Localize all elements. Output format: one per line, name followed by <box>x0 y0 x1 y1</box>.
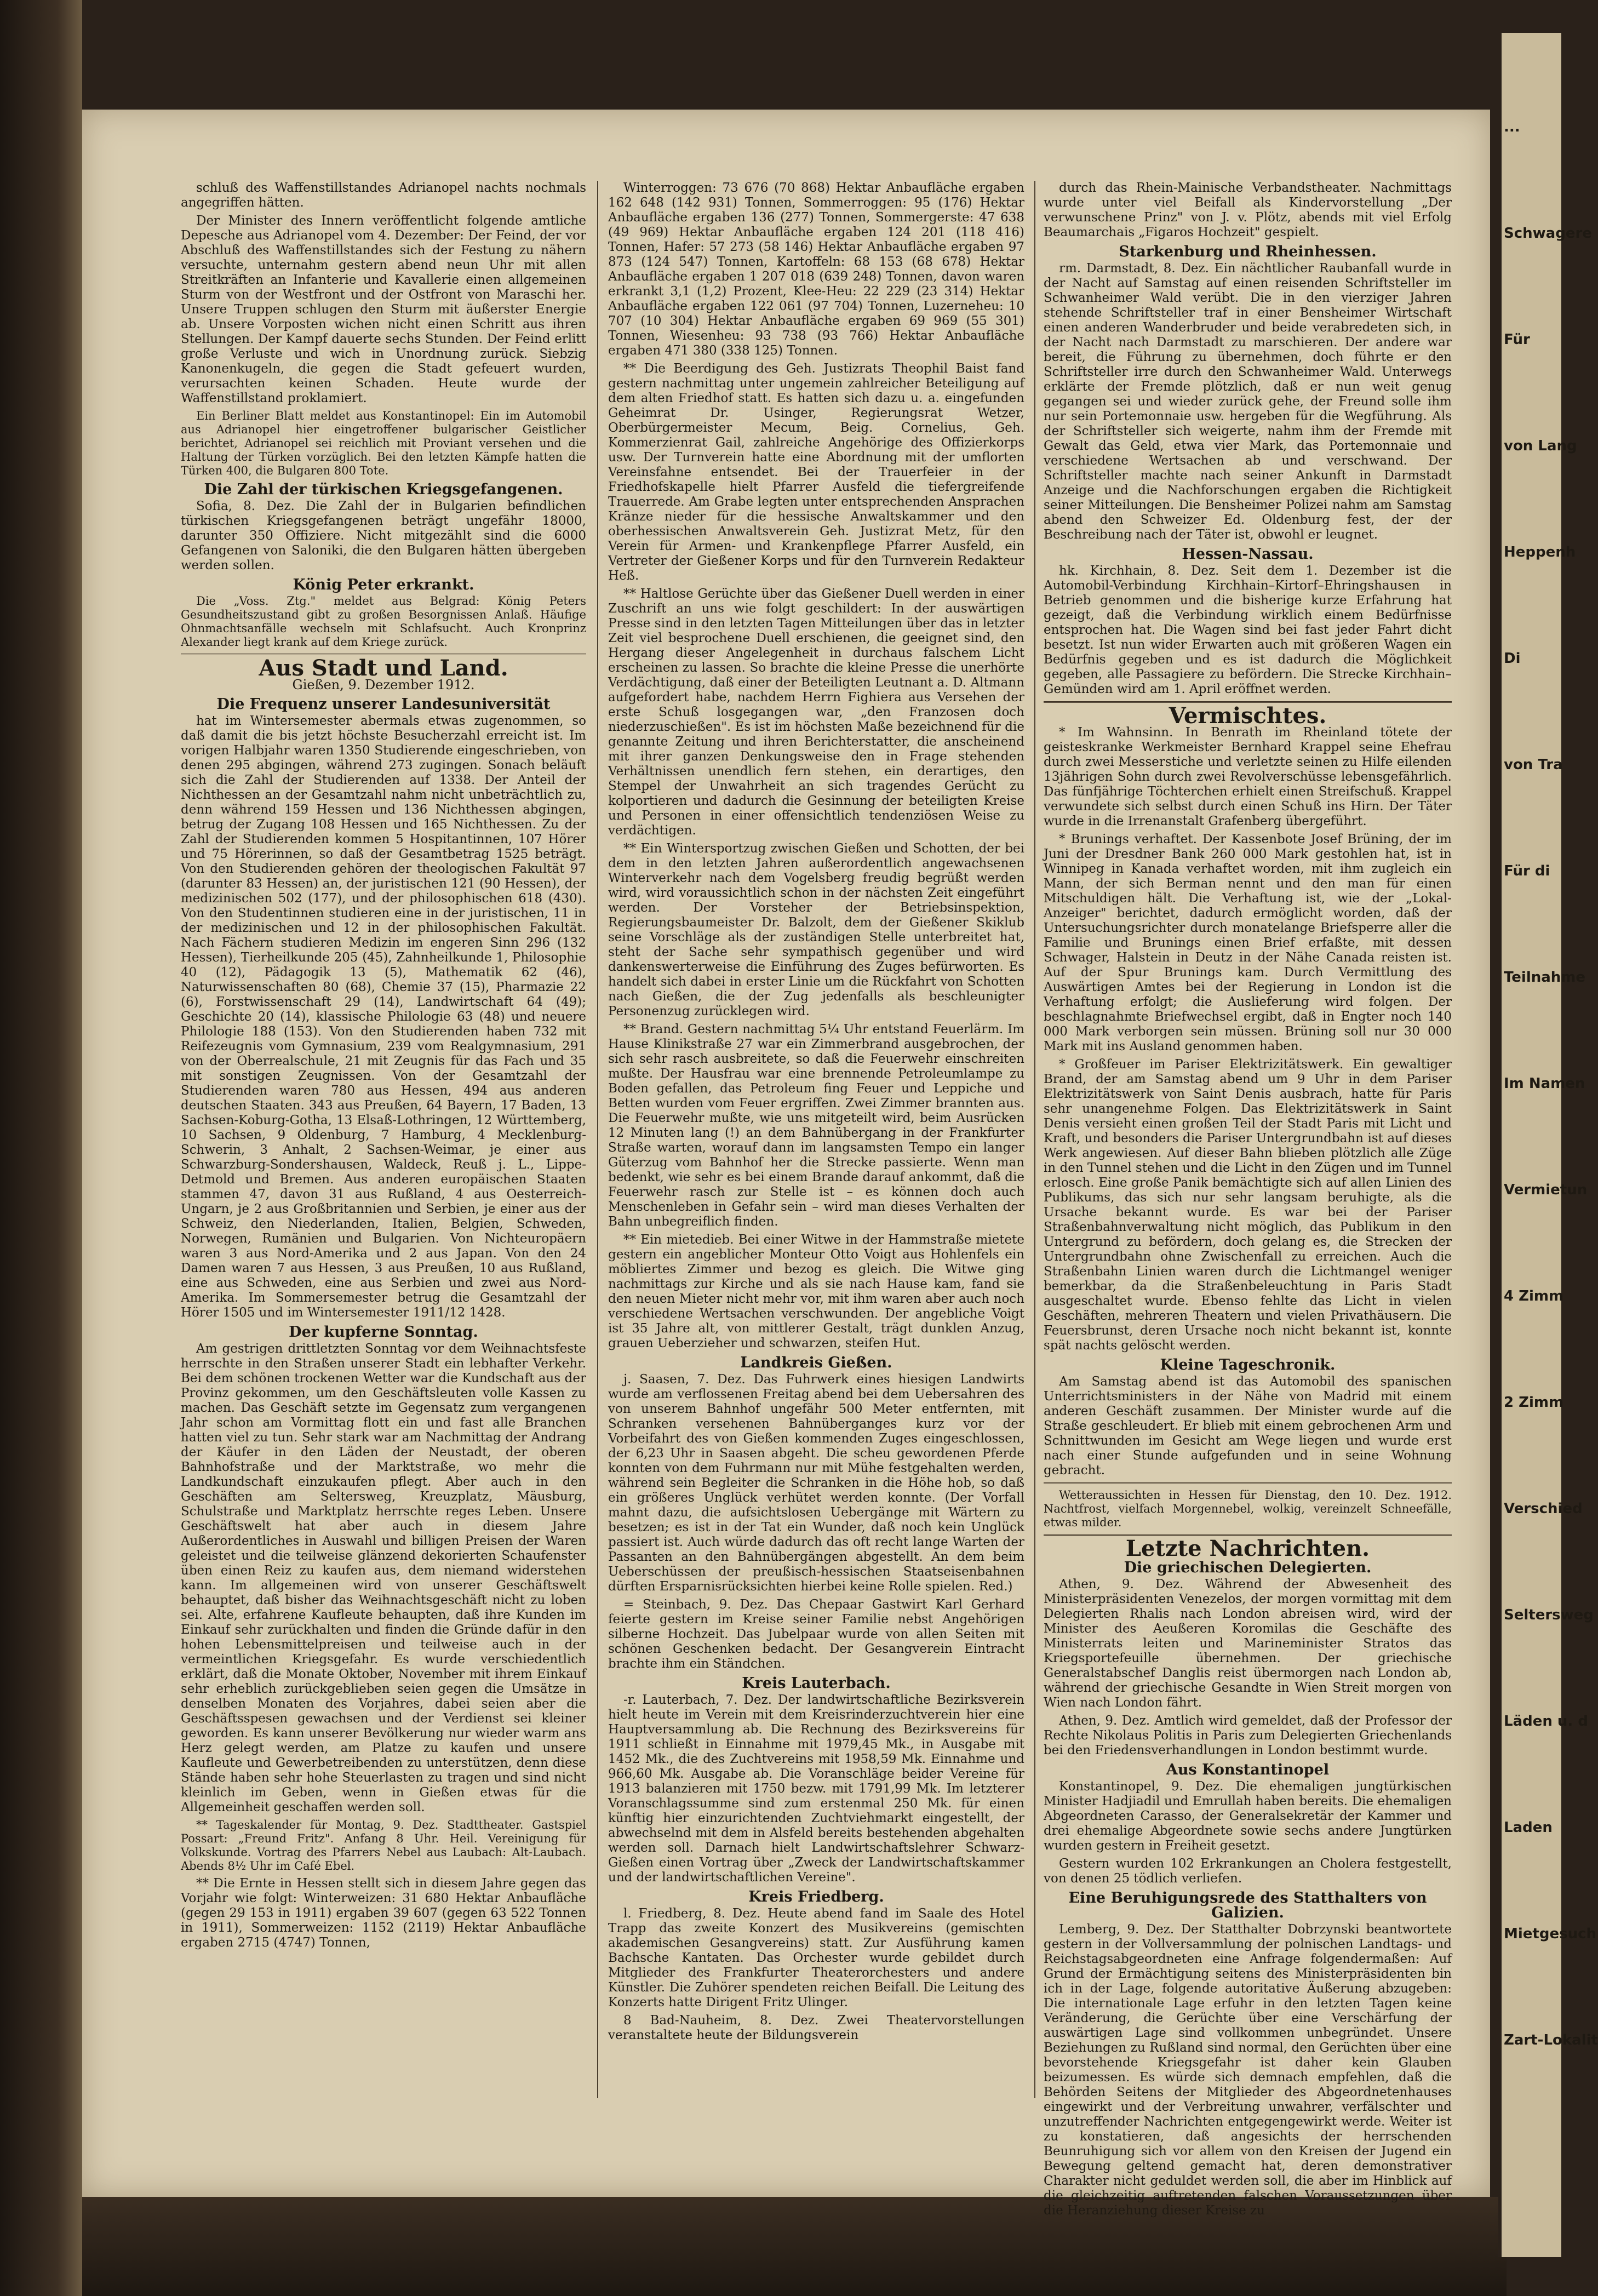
adjacent-page-fragment: Teilnahme <box>1504 969 1586 986</box>
adjacent-page-fragment: Heppenh <box>1504 544 1576 560</box>
article-paragraph: * Brunings verhaftet. Der Kassenbote Josef Brüning, der im Juni der Dresdner Bank 260 000 Mark gestohlen hat, ist in Winnipeg in Kanada verhaftet worden, mit ihm zugleich ein Mann, der sich Berman nennt und den man für einen Mitschuldigen hält. Die Verhaftung ist, wie der „Lokal-Anzeiger" berichtet, dadurch ermöglicht worden, daß der Untersuchungsrichter durch monatelange Briefsperre aller die Familie und Brunings einen Brief erfaßte, mit dessen Schwager, Halstein in Deutz in der Nähe Canada reisten ist. Auf der Spur Brunings kam. Durch Vermittlung des Auswärtigen Amtes bei der Regierung in London ist die Verhaftung erfolgt; die Auslieferung wird folgen. Der beschlagnahmte Briefwechsel ergibt, daß in Engter noch 140 000 Mark verborgen sein müssen. Brüning soll nur 30 000 Mark mit ins Ausland genommen haben. <box>1044 832 1452 1053</box>
article-paragraph: Ein Berliner Blatt meldet aus Konstantinopel: Ein im Automobil aus Adrianopel hier eingetroffener bulgarischer Geistlicher berichtet, Adrianopel sei reichlich mit Proviant versehen und die Haltung der Türken vorzüglich. Bei den letzten Kämpfe hatten die Türken 400, die Bulgaren 800 Tote. <box>181 409 586 477</box>
adjacent-page-fragment: Für <box>1504 331 1530 348</box>
article-paragraph: Die „Voss. Ztg." meldet aus Belgrad: König Peters Gesundheitszustand gibt zu großen Besorgnissen Anlaß. Häufige Ohnmachtsanfälle wechseln mit Schlafsucht. Auch Kronprinz Alexander liegt krank auf dem Kriege zurück. <box>181 594 586 649</box>
article-paragraph: ** Ein Wintersportzug zwischen Gießen und Schotten, der bei dem in den letzten Jahren außerordentlich angewachsenen Winterverkehr nach dem Vogelsberg freudig begrüßt werden wird, wird voraussichtlich schon in der nächsten Zeit eingeführt werden. Der Vorsteher der Betriebsinspektion, Regierungsbaumeister Dr. Balzolt, dem der Gießener Skiklub seine Vorschläge als der zuständigen Stelle unterbreitet hat, steht der Sache sehr sympathisch gegenüber und wird dankenswerterweise die Einführung des Zuges befürworten. Es handelt sich dabei in erster Linie um die Rückfahrt von Schotten nach Gießen, die der Zug jedenfalls als beschleunigter Personenzug zurücklegen wird. <box>608 841 1024 1018</box>
article-paragraph: 8 Bad-Nauheim, 8. Dez. Zwei Theatervorstellungen veranstaltete heute der Bildungsverein <box>608 2013 1024 2042</box>
article-paragraph: Sofia, 8. Dez. Die Zahl der in Bulgarien befindlichen türkischen Kriegsgefangenen beträgt ungefähr 18000, darunter 350 Offiziere. Nicht mitgezählt sind die 6000 Gefangenen von Saloniki, die den Bulgaren hätten übergeben werden sollen. <box>181 499 586 572</box>
article-paragraph: Gestern wurden 102 Erkrankungen an Cholera festgestellt, von denen 25 tödlich verliefen. <box>1044 1857 1452 1886</box>
adjacent-page-strip <box>1498 33 1598 2257</box>
article-heading: Aus Konstantinopel <box>1166 1761 1330 1778</box>
article-paragraph: ** Die Beerdigung des Geh. Justizrats Theophil Baist fand gestern nachmittag unter ungemein zahlreicher Beteiligung auf dem alten Friedhof statt. Es hatten sich dazu u. a. eingefunden Geheimrat Dr. Usinger, Regierungsrat Wetzer, Oberbürgermeister Mecum, Beig. Cornelius, Geh. Kommerzienrat Gail, zahlreiche Angehörige des Offizierkorps usw. Der Turnverein hatte eine Abordnung mit der umflorten Vereinsfahne entsendet. Bei der Trauerfeier in der Friedhofskapelle hielt Pfarrer Ausfeld die tiefergreifende Trauerrede. Am Grabe legten unter entsprechenden Ansprachen Kränze nieder für die hessische Anwaltskammer und den oberhessischen Anwaltsverein Geh. Justizrat Metz, für den Verein für Armen- und Krankenpflege Pfarrer Ausfeld, ein Vertreter der Gießener Korps und für den Turnverein Redakteur Heß. <box>608 362 1024 583</box>
column-rule <box>1034 181 1035 2098</box>
article-paragraph: Athen, 9. Dez. Während der Abwesenheit des Ministerpräsidenten Venezelos, der morgen vormittag mit dem Delegierten Rhalis nach London abreisen wird, wird der Minister des Aeußeren Koromilas die Geschäfte des Ministerrats leiten und Marineminister Stratos das Kriegsportefeuille übernehmen. Der griechische Generalstabschef Danglis reist übermorgen nach London ab, während der griechische Gesandte in Wien Streit morgen von Wien nach London fährt. <box>1044 1577 1452 1710</box>
article-paragraph: ** Tageskalender für Montag, 9. Dez. Stadttheater. Gastspiel Possart: „Freund Fritz". Anfang 8 Uhr. Heil. Vereinigung für Volkskunde. Vortrag des Pfarrers Nebel aus Laubach: Alt-Laubach. Abends 8½ Uhr im Café Ebel. <box>181 1818 586 1873</box>
article-heading: Hessen-Nassau. <box>1182 546 1314 563</box>
article-paragraph: ** Die Ernte in Hessen stellt sich in diesem Jahre gegen das Vorjahr wie folgt: Winterweizen: 31 680 Hektar Anbaufläche (gegen 29 153 in 1911) ergaben 39 607 (gegen 63 522 Tonnen in 1911), Sommerweizen: 1152 (2119) Hektar Anbaufläche ergaben 2715 (4747) Tonnen, <box>181 1876 586 1950</box>
article-paragraph: Athen, 9. Dez. Amtlich wird gemeldet, daß der Professor der Rechte Nikolaus Politis in Paris zum Delegierten Griechenlands bei den Friedensverhandlungen in London bestimmt wurde. <box>1044 1714 1452 1757</box>
article-paragraph: schluß des Waffenstillstandes Adrianopel nachts nochmals angegriffen hätten. <box>181 181 586 210</box>
adjacent-page-fragment: Für di <box>1504 863 1550 879</box>
article-paragraph: durch das Rhein-Mainische Verbandstheater. Nachmittags wurde unter viel Beifall als Kindervorstellung „Der verwunschene Prinz" von J. v. Plötz, abends mit viel Erfolg Beaumarchais „Figaros Hochzeit" gespielt. <box>1044 181 1452 239</box>
article-heading: Eine Beruhigungsrede des Statthalters von Galizien. <box>1068 1890 1427 1921</box>
section-divider <box>1044 1482 1452 1484</box>
adjacent-page-fragment: Mietgesuch <box>1504 1926 1596 1942</box>
column-1 <box>181 181 586 2109</box>
article-heading: Der kupferne Sonntag. <box>289 1324 478 1341</box>
article-paragraph: Winterroggen: 73 676 (70 868) Hektar Anbaufläche ergaben 162 648 (142 931) Tonnen, Sommerroggen: 95 (176) Hektar Anbaufläche ergaben 136 (277) Tonnen, Sommergerste: 47 638 (49 969) Hektar Anbaufläche ergaben 124 201 (118 416) Tonnen, Hafer: 57 273 (58 146) Hektar Anbaufläche ergaben 97 873 (124 547) Tonnen, Kartoffeln: 68 153 (68 678) Hektar Anbaufläche ergaben 1 207 018 (639 248) Tonnen, davon waren erkrankt 3,1 (1,2) Prozent, Klee-Heu: 22 229 (23 314) Hektar Anbaufläche ergaben 122 061 (97 704) Tonnen, Luzerneheu: 10 707 (10 304) Hektar Anbaufläche ergaben 69 969 (55 301) Tonnen, Wiesenheu: 93 738 (93 766) Hektar Anbaufläche ergaben 471 380 (338 125) Tonnen. <box>608 181 1024 358</box>
adjacent-page-fragment: Zart-Lokalit <box>1504 2032 1598 2048</box>
adjacent-page-fragment: von Lang <box>1504 438 1577 454</box>
article-paragraph: ** Ein mietedieb. Bei einer Witwe in der Hammstraße mietete gestern ein angeblicher Monteur Otto Voigt aus Hohlenfels ein möbliertes Zimmer und bezog es gleich. Die Witwe ging nachmittags zur Kirche und als sie nach Hause kam, fand sie den neuen Mieter nicht mehr vor, mit ihm waren aber auch noch verschiedene Wertsachen verschwunden. Der angebliche Voigt ist 35 Jahre alt, von mittlerer Gestalt, trägt dunklen Anzug, grauen Ueberzieher und schwarzen, steifen Hut. <box>608 1233 1024 1350</box>
adjacent-page-fragment: 2 Zimm <box>1504 1394 1564 1411</box>
article-paragraph: hk. Kirchhain, 8. Dez. Seit dem 1. Dezember ist die Automobil-Verbindung Kirchhain–Kirtorf–Ehringshausen in Betrieb genommen und die bisherige kurze Erfahrung hat gezeigt, daß die Verbindung wirklich einem Bedürfnisse entsprochen hat. Die Wagen sind bei fast jeder Fahrt dicht besetzt. Ist nun wider Erwarten auch mit größeren Wagen ein Bedürfnis gegeben und es ist dadurch die Möglichkeit gegeben, alle Passagiere zu befördern. Die Strecke Kirchhain–Gemünden wird am 1. April eröffnet werden. <box>1044 564 1452 696</box>
section-title: Letzte Nachrichten. <box>1125 1536 1370 1561</box>
column-3 <box>1044 181 1452 2218</box>
adjacent-page-fragment: von Tra <box>1504 757 1563 773</box>
adjacent-page-fragment: Laden <box>1504 1819 1553 1836</box>
article-paragraph: j. Saasen, 7. Dez. Das Fuhrwerk eines hiesigen Landwirts wurde am verflossenen Freitag abend bei dem Uebersahren des von unserem Bahnhof ungefähr 500 Meter entfernten, mit Schranken versehenen Bahnüberganges kurz vor der Vorbeifahrt des von Gießen kommenden Zuges eingeschlossen, der 6,23 Uhr in Saasen abgeht. Die scheu gewordenen Pferde konnten von dem Fuhrmann nur mit Mühe festgehalten werden, während sein Begleiter die Schranken in die Höhe hob, so daß ein größeres Unglück verhütet werden konnte. (Der Vorfall mahnt dazu, die aufsichtslosen Uebergänge mit Wärtern zu besetzen; es ist in der Tat ein Wunder, daß noch kein Unglück passiert ist. Auch würde dadurch das oft recht lange Warten der Passanten an den Bahnübergängen abgestellt. An dem beim Ueberschüssen der preußisch-hessischen Staatseisenbahnen dürften Ersparnisrücksichten hierbei keine Rolle spielen. Red.) <box>608 1372 1024 1594</box>
article-paragraph: Am Samstag abend ist das Automobil des spanischen Unterrichtsministers in der Nähe von Madrid mit einem anderen Geschäft zusammen. Der Minister wurde auf die Straße geschleudert. Er blieb mit einem gebrochenen Arm und Schnittwunden im Gesicht am Wege liegen und wurde erst nach einer Stunde aufgefunden und in seine Wohnung gebracht. <box>1044 1375 1452 1478</box>
article-paragraph: * Großfeuer im Pariser Elektrizitätswerk. Ein gewaltiger Brand, der am Samstag abend um 9 Uhr in dem Pariser Elektrizitätswerk von Saint Denis ausbrach, hatte für Paris sehr unangenehme Folgen. Das Elektrizitätswerk in Saint Denis versieht einen großen Teil der Stadt Paris mit Licht und Kraft, und besonders die Pariser Untergrundbahn ist auf dieses Werk angewiesen. Auf dieser Bahn blieben plötzlich alle Züge in den Tunnel stehen und die Licht in den Zügen und im Tunnel erlosch. Eine große Panik bemächtigte sich auf allen Linien des Publikums, das sich nur sehr langsam beruhigte, als die Ursache bekannt wurde. Es war bei der Pariser Straßenbahnverwaltung nicht möglich, das Publikum in den Untergrund zu befördern, doch gelang es, die Strecken der Untergrundbahn ohne Zwischenfall zu erreichen. Auch die Straßenbahn Linien waren durch die Lichtmangel weniger bemerkbar, da die Straßenbeleuchtung in Paris Stadt ausgeschaltet wurde. Ebenso fehlte das Licht in vielen Geschäften, mehreren Theatern und vielen Privathäusern. Die Feuersbrunst, deren Ursache noch nicht bekannt ist, konnte spät nachts gelöscht werden. <box>1044 1057 1452 1353</box>
section-title: Aus Stadt und Land. <box>259 655 508 681</box>
adjacent-page-fragment: Seltersweg <box>1504 1607 1594 1623</box>
section-title: Vermischtes. <box>1169 703 1327 729</box>
adjacent-page-fragment: Di <box>1504 650 1521 667</box>
adjacent-page-fragment: Läden u. d <box>1504 1713 1588 1730</box>
adjacent-page-fragment: ... <box>1504 119 1520 135</box>
article-paragraph: ** Brand. Gestern nachmittag 5¼ Uhr entstand Feuerlärm. Im Hause Klinikstraße 27 war ein Zimmerbrand ausgebrochen, der sich sehr rasch ausbreitete, so daß die Feuerwehr einschreiten mußte. Der Hausfrau war eine brennende Petroleumlampe zu Boden gefallen, das Petroleum fing Feuer und Leppiche und Betten wurden vom Feuer ergriffen. Zwei Zimmer brannten aus. Die Feuerwehr mußte, wie uns mitgeteilt wird, beim Ausrücken 12 Minuten lang (!) an dem Bahnübergang in der Frankfurter Straße warten, worauf dann im langsamsten Tempo ein langer Güterzug vom Bahnhof her die Strecke passierte. Wenn man bedenkt, wie sehr es bei einem Brande darauf ankommt, daß die Feuerwehr rasch zur Stelle ist – es können doch auch Menschenleben in Gefahr sein – wird man dieses Verhalten der Bahn unbegreiflich finden. <box>608 1022 1024 1229</box>
weather-forecast: Wetteraussichten in Hessen für Dienstag, den 10. Dez. 1912. Nachtfrost, vielfach Morgennebel, wolkig, vereinzelt Schneefälle, etwas milder. <box>1044 1488 1452 1529</box>
article-paragraph: -r. Lauterbach, 7. Dez. Der landwirtschaftliche Bezirksverein hielt heute im Verein mit dem Kreisrinderzuchtverein hier eine Hauptversammlung ab. Die Rechnung des Bezirksvereins für 1911 schließt in Einnahme mit 1979,45 Mk., in Ausgabe mit 1452 Mk., die des Zuchtvereins mit 1958,59 Mk. Einnahme und 966,60 Mk. Ausgabe ab. Die Voranschläge beider Vereine für 1913 balanzieren mit 1750 bezw. mit 1791,99 Mk. Im letzterer Voranschlagssumme sind zum erstenmal 250 Mk. für einen künftig hier einzurichtenden Zuchtviehmarkt eingestellt, der abwechselnd mit dem in Alsfeld bereits bestehenden abgehalten werden soll. Darnach hielt Landwirtschaftslehrer Schwarz-Gießen einen Vortrag über „Zweck der Landwirtschaftskammer und der landwirtschaftlichen Vereine". <box>608 1693 1024 1885</box>
article-heading: Landkreis Gießen. <box>740 1354 892 1371</box>
article-paragraph: = Steinbach, 9. Dez. Das Chepaar Gastwirt Karl Gerhard feierte gestern im Kreise seiner Familie nebst Angehörigen silberne Hochzeit. Das Jubelpaar wurde von allen Seiten mit schönen Geschenken bedacht. Der Gesangverein Eintracht brachte ihm ein Ständchen. <box>608 1598 1024 1671</box>
article-paragraph: ** Haltlose Gerüchte über das Gießener Duell werden in einer Zuschrift an uns wie folgt geschildert: In der auswärtigen Presse sind in den letzten Tagen Mitteilungen über das in letzter Zeit viel besprochene Duell erschienen, die geeignet sind, den Hergang dieser Angelegenheit in durchaus falschem Licht erscheinen zu lassen. So brachte die kleine Presse die unerhörte Verdächtigung, daß einer der Beteiligten Leutnant a. D. Altmann aufgefordert habe, nachdem Herrn Fighiera aus Versehen der erste Schuß losgegangen war, „den Franzosen doch niederzuschießen". Es ist im höchsten Maße bezeichnend für die genannte Zeitung und ihren Berichterstatter, die anscheinend mit ihrer ganzen Denkungsweise den in Frage stehenden Verhältnissen unendlich fern stehen, ein derartiges, den Stempel der Unwahrheit an sich tragendes Gerücht zu kolportieren und dadurch die Gesinnung der beteiligten Kreise und Personen in einer offensichtlich tendenziösen Weise zu verdächtigen. <box>608 587 1024 838</box>
article-heading: Kreis Lauterbach. <box>742 1675 891 1692</box>
article-heading: Die Zahl der türkischen Kriegsgefangenen. <box>204 481 563 498</box>
dateline: Gießen, 9. Dezember 1912. <box>292 677 475 692</box>
article-paragraph: * Im Wahnsinn. In Benrath im Rheinland tötete der geisteskranke Werkmeister Bernhard Krappel seine Ehefrau durch zwei Messerstiche und verletzte seinen zu Hilfe eilenden 13jährigen Sohn durch zwei Revolverschüsse lebensgefährlich. Das fünfjährige Töchterchen erhielt einen Streifschuß. Krappel verwundete sich selbst durch einen Schuß ins Hirn. Der Täter wurde in die Irrenanstalt Grafenberg übergeführt. <box>1044 725 1452 828</box>
column-2 <box>608 181 1024 2109</box>
article-paragraph: Am gestrigen drittletzten Sonntag vor dem Weihnachtsfeste herrschte in den Straßen unserer Stadt ein lebhafter Verkehr. Bei dem schönen trockenen Wetter war die Kundschaft aus der Provinz gekommen, um den Geschäftsleuten volle Kassen zu machen. Das Geschäft setzte im Gegensatz zum vergangenen Jahr schon am Vormittag flott ein und fast alle Branchen hatten viel zu tun. Sehr stark war am Nachmittag der Andrang der Käufer in den Läden der Neustadt, der oberen Bahnhofstraße und der Marktstraße, wo mehr die Landkundschaft einzukaufen pflegt. Aber auch in den Geschäften am Seltersweg, Kreuzplatz, Mäusburg, Schulstraße und Marktplatz herrschte reges Leben. Unsere Geschäftswelt hat aber auch in diesem Jahre Außerordentliches in Auswahl und billigen Preisen der Waren geleistet und die teilweise glänzend dekorierten Schaufenster üben einen Reiz zu kaufen aus, dem niemand widerstehen kann. Im allgemeinen wird von unserer Geschäftswelt behauptet, daß bisher das Weihnachtsgeschäft nicht zu loben sei. Alte, erfahrene Kaufleute behaupten, daß ihre Kunden im Einkauf sehr zurückhalten und finden die Gründe dafür in den hohen Lebensmittelpreisen und teilweise auch in der vermeintlichen Kriegsgefahr. Es wurde verschiedentlich erklärt, daß die Monate Oktober, November mit ihrem Einkauf sehr erheblich zurückgeblieben seien gegen die Umsätze in denselben Monaten des Vorjahres, dabei seien aber die Geschäftsspesen gewachsen und der Verdienst sei kleiner geworden. Es kann unserer Bevölkerung nur wieder warm ans Herz gelegt werden, am Platze zu kaufen und unsere Kaufleute und Gewerbetreibenden zu unterstützen, denn diese Stände haben sehr hohe Steuerlasten zu tragen und sind nicht kleinlich im Geben, wenn in Gießen etwas für die Allgemeinheit geschaffen werden soll. <box>181 1342 586 1814</box>
article-paragraph: l. Friedberg, 8. Dez. Heute abend fand im Saale des Hotel Trapp das zweite Konzert des Musikvereins (gemischten akademischen Gesangvereins) statt. Zur Ausführung kamen Bachsche Kantaten. Das Orchester wurde gebildet durch Mitglieder des Frankfurter Theaterorchesters und andere Künstler. Die Zuhörer spendeten reichen Beifall. Die Leitung des Konzerts hatte Dirigent Fritz Ulinger. <box>608 1906 1024 2009</box>
article-heading: Die griechischen Delegierten. <box>1124 1559 1372 1576</box>
article-paragraph: hat im Wintersemester abermals etwas zugenommen, so daß damit die bis jetzt höchste Besucherzahl erreicht ist. Im vorigen Halbjahr waren 1350 Studierende eingeschrieben, von denen 295 abgingen, während 273 zugingen. Sonach beläuft sich die Zahl der Studierenden auf 1338. Der Anteil der Nichthessen an der Gesamtzahl nahm nicht unbeträchtlich zu, denn während 159 Hessen und 136 Nichthessen abgingen, betrug der Zugang 108 Hessen und 165 Nichthessen. Zu der Zahl der Studierenden kommen 5 Hospitantinnen, 107 Hörer und 75 Hörerinnen, so daß der Gesamtbetrag 1525 beträgt. Von den Studierenden gehören der theologischen Fakultät 97 (darunter 83 Hessen) an, der juristischen 121 (90 Hessen), der medizinischen 502 (177), und der philosophischen 618 (430). Von den Studentinnen studieren eine in der juristischen, 11 in der medizinischen und 12 in der philosophischen Fakultät. Nach Fächern studieren Medizin im engeren Sinn 296 (132 Hessen), Tierheilkunde 205 (45), Zahnheilkunde 1, Philosophie 40 (12), Pädagogik 13 (5), Mathematik 62 (46), Naturwissenschaften 80 (68), Chemie 37 (15), Pharmazie 22 (6), Forstwissenschaft 29 (14), Landwirtschaft 64 (49); Geschichte 20 (14), klassische Philologie 63 (48) und neuere Philologie 188 (153). Von den Studierenden haben 732 mit Reifezeugnis vom Gymnasium, 239 vom Realgymnasium, 291 von der Oberrealschule, 21 mit Zeugnis für das Fach und 35 mit sonstigen Zeugnissen. Von der Gesamtzahl der Studierenden waren 780 aus Hessen, 494 aus anderen deutschen Staaten. 343 aus Preußen, 64 Bayern, 17 Baden, 13 Sachsen-Koburg-Gotha, 13 Elsaß-Lothringen, 12 Württemberg, 10 Sachsen, 9 Oldenburg, 7 Hamburg, 4 Mecklenburg-Schwerin, 3 Anhalt, 2 Sachsen-Weimar, je einer aus Schwarzburg-Sondershausen, Waldeck, Reuß j. L., Lippe-Detmold und Bremen. Aus anderen europäischen Staaten stammen 47, davon 31 aus Rußland, 4 aus Oesterreich-Ungarn, je 2 aus Großbritannien und Serbien, je einer aus der Schweiz, den Niederlanden, Italien, Belgien, Schweden, Norwegen, Rumänien und Bulgarien. Von Nichteuropäern waren 3 aus Nord-Amerika und 2 aus Japan. Von den 24 Damen waren 7 aus Hessen, 3 aus Preußen, 10 aus Rußland, eine aus Schweden, eine aus Serbien und zwei aus Nord-Amerika. Im Sommersemester betrug die Gesamtzahl der Hörer 1505 und im Wintersemester 1911/12 1428. <box>181 714 586 1320</box>
article-paragraph: Der Minister des Innern veröffentlicht folgende amtliche Depesche aus Adrianopel vom 4. Dezember: Der Feind, der vor Abschluß des Waffenstillstandes sich der Festung zu nähern versuchte, unternahm gestern abend neun Uhr mit allen Streitkräften an Infanterie und Kavallerie einen allgemeinen Sturm von der Westfront und der Ostfront von Maraschi her. Unsere Truppen schlugen den Sturm mit äußerster Energie ab. Unsere Vorposten wichen nicht einen Schritt aus ihren Stellungen. Der Kampf dauerte sechs Stunden. Der Feind erlitt große Verluste und wich in Unordnung zurück. Siebzig Kanonenkugeln, die gegen die Stadt gefeuert wurden, verursachten keinen Schaden. Heute wurde der Waffenstillstand proklamiert. <box>181 214 586 405</box>
article-heading: Starkenburg und Rheinhessen. <box>1119 243 1377 260</box>
adjacent-page-fragment: 4 Zimm <box>1504 1288 1564 1304</box>
article-paragraph: rm. Darmstadt, 8. Dez. Ein nächtlicher Raubanfall wurde in der Nacht auf Samstag auf einen reisenden Schriftsteller im Schwanheimer Wald verübt. Die in den vierziger Jahren stehende Schriftsteller traf in einer Bensheimer Wirtschaft einen anderen Wanderbruder und beide verabredeten sich, in der Nacht nach Darmstadt zu marschieren. Der andere war bereit, die Führung zu übernehmen, doch führte er den Schriftsteller irre durch den Schwanheimer Wald. Unterwegs erklärte der Fremde plötzlich, daß er nun weit genug gegangen sei und wieder zurück gehe, der Freund solle ihm nur sein Portemonnaie usw. hergeben für die Wegführung. Als der Schriftsteller sich weigerte, nahm ihm der Fremde mit Gewalt das Geld, etwa vier Mark, das Portemonnaie und verschiedene Wertsachen ab und verschwand. Der Schriftsteller machte nach seiner Ankunft in Darmstadt Anzeige und die Nachforschungen ergaben die Richtigkeit seiner Mitteilungen. Die Bensheimer Polizei nahm am Samstag abend den Schweizer Ed. Oldenburg fest, der der Beschreibung nach der Täter ist, obwohl er leugnet. <box>1044 261 1452 542</box>
article-heading: Kleine Tageschronik. <box>1160 1356 1336 1373</box>
adjacent-page-fragment: Verschied <box>1504 1501 1583 1517</box>
article-heading: Kreis Friedberg. <box>748 1888 884 1905</box>
adjacent-page-fragment: Schwagere <box>1504 225 1592 242</box>
article-paragraph: Lemberg, 9. Dez. Der Statthalter Dobrzynski beantwortete gestern in der Vollversammlung der polnischen Landtags- und Reichstagsabgeordneten eine Anfrage folgendermaßen: Auf Grund der Ermächtigung seitens des Ministerpräsidenten bin ich in der Lage, folgende autoritative Äußerung abzugeben: Die internationale Lage erfuhr in den letzten Tagen keine Veränderung, die Gerüchte über eine Verschärfung der auswärtigen Lage sind vollkommen unbegründet. Unsere Beziehungen zu Rußland sind normal, den Gerüchten über eine bevorstehende Kriegsgefahr ist daher kein Glauben beizumessen. Es würde sich demnach empfehlen, daß die Behörden Seitens der Mitglieder des Abgeordnetenhauses eingewirkt und der Verbreitung unwahrer, verfälschter und unzutreffender Nachrichten entgegengewirkt werde. Weiter ist zu konstatieren, daß angesichts der herrschenden Beunruhigung sich vor allem von den Kreisen der Jugend ein Bewegung geltend gemacht hat, deren demonstrativer Charakter nicht geduldet werden soll, die aber im Hinblick auf die gleichzeitig auftretenden falschen Voraussetzungen über die Heranziehung dieser Kreise zu <box>1044 1922 1452 2218</box>
adjacent-page-fragment: Vermietun <box>1504 1182 1588 1198</box>
book-spine <box>0 0 82 2296</box>
article-heading: König Peter erkrankt. <box>293 576 474 593</box>
column-rule <box>597 181 598 2098</box>
article-heading: Die Frequenz unserer Landesuniversität <box>216 696 551 713</box>
article-paragraph: Konstantinopel, 9. Dez. Die ehemaligen jungtürkischen Minister Hadjiadil und Emrullah haben bereits. Die ehemaligen Abgeordneten Carasso, der Generalsekretär der Kammer und drei ehemalige Abgeordnete sowie sechs andere Jungtürken wurden gestern in Freiheit gesetzt. <box>1044 1779 1452 1853</box>
adjacent-page-fragment: Im Namen <box>1504 1075 1585 1092</box>
